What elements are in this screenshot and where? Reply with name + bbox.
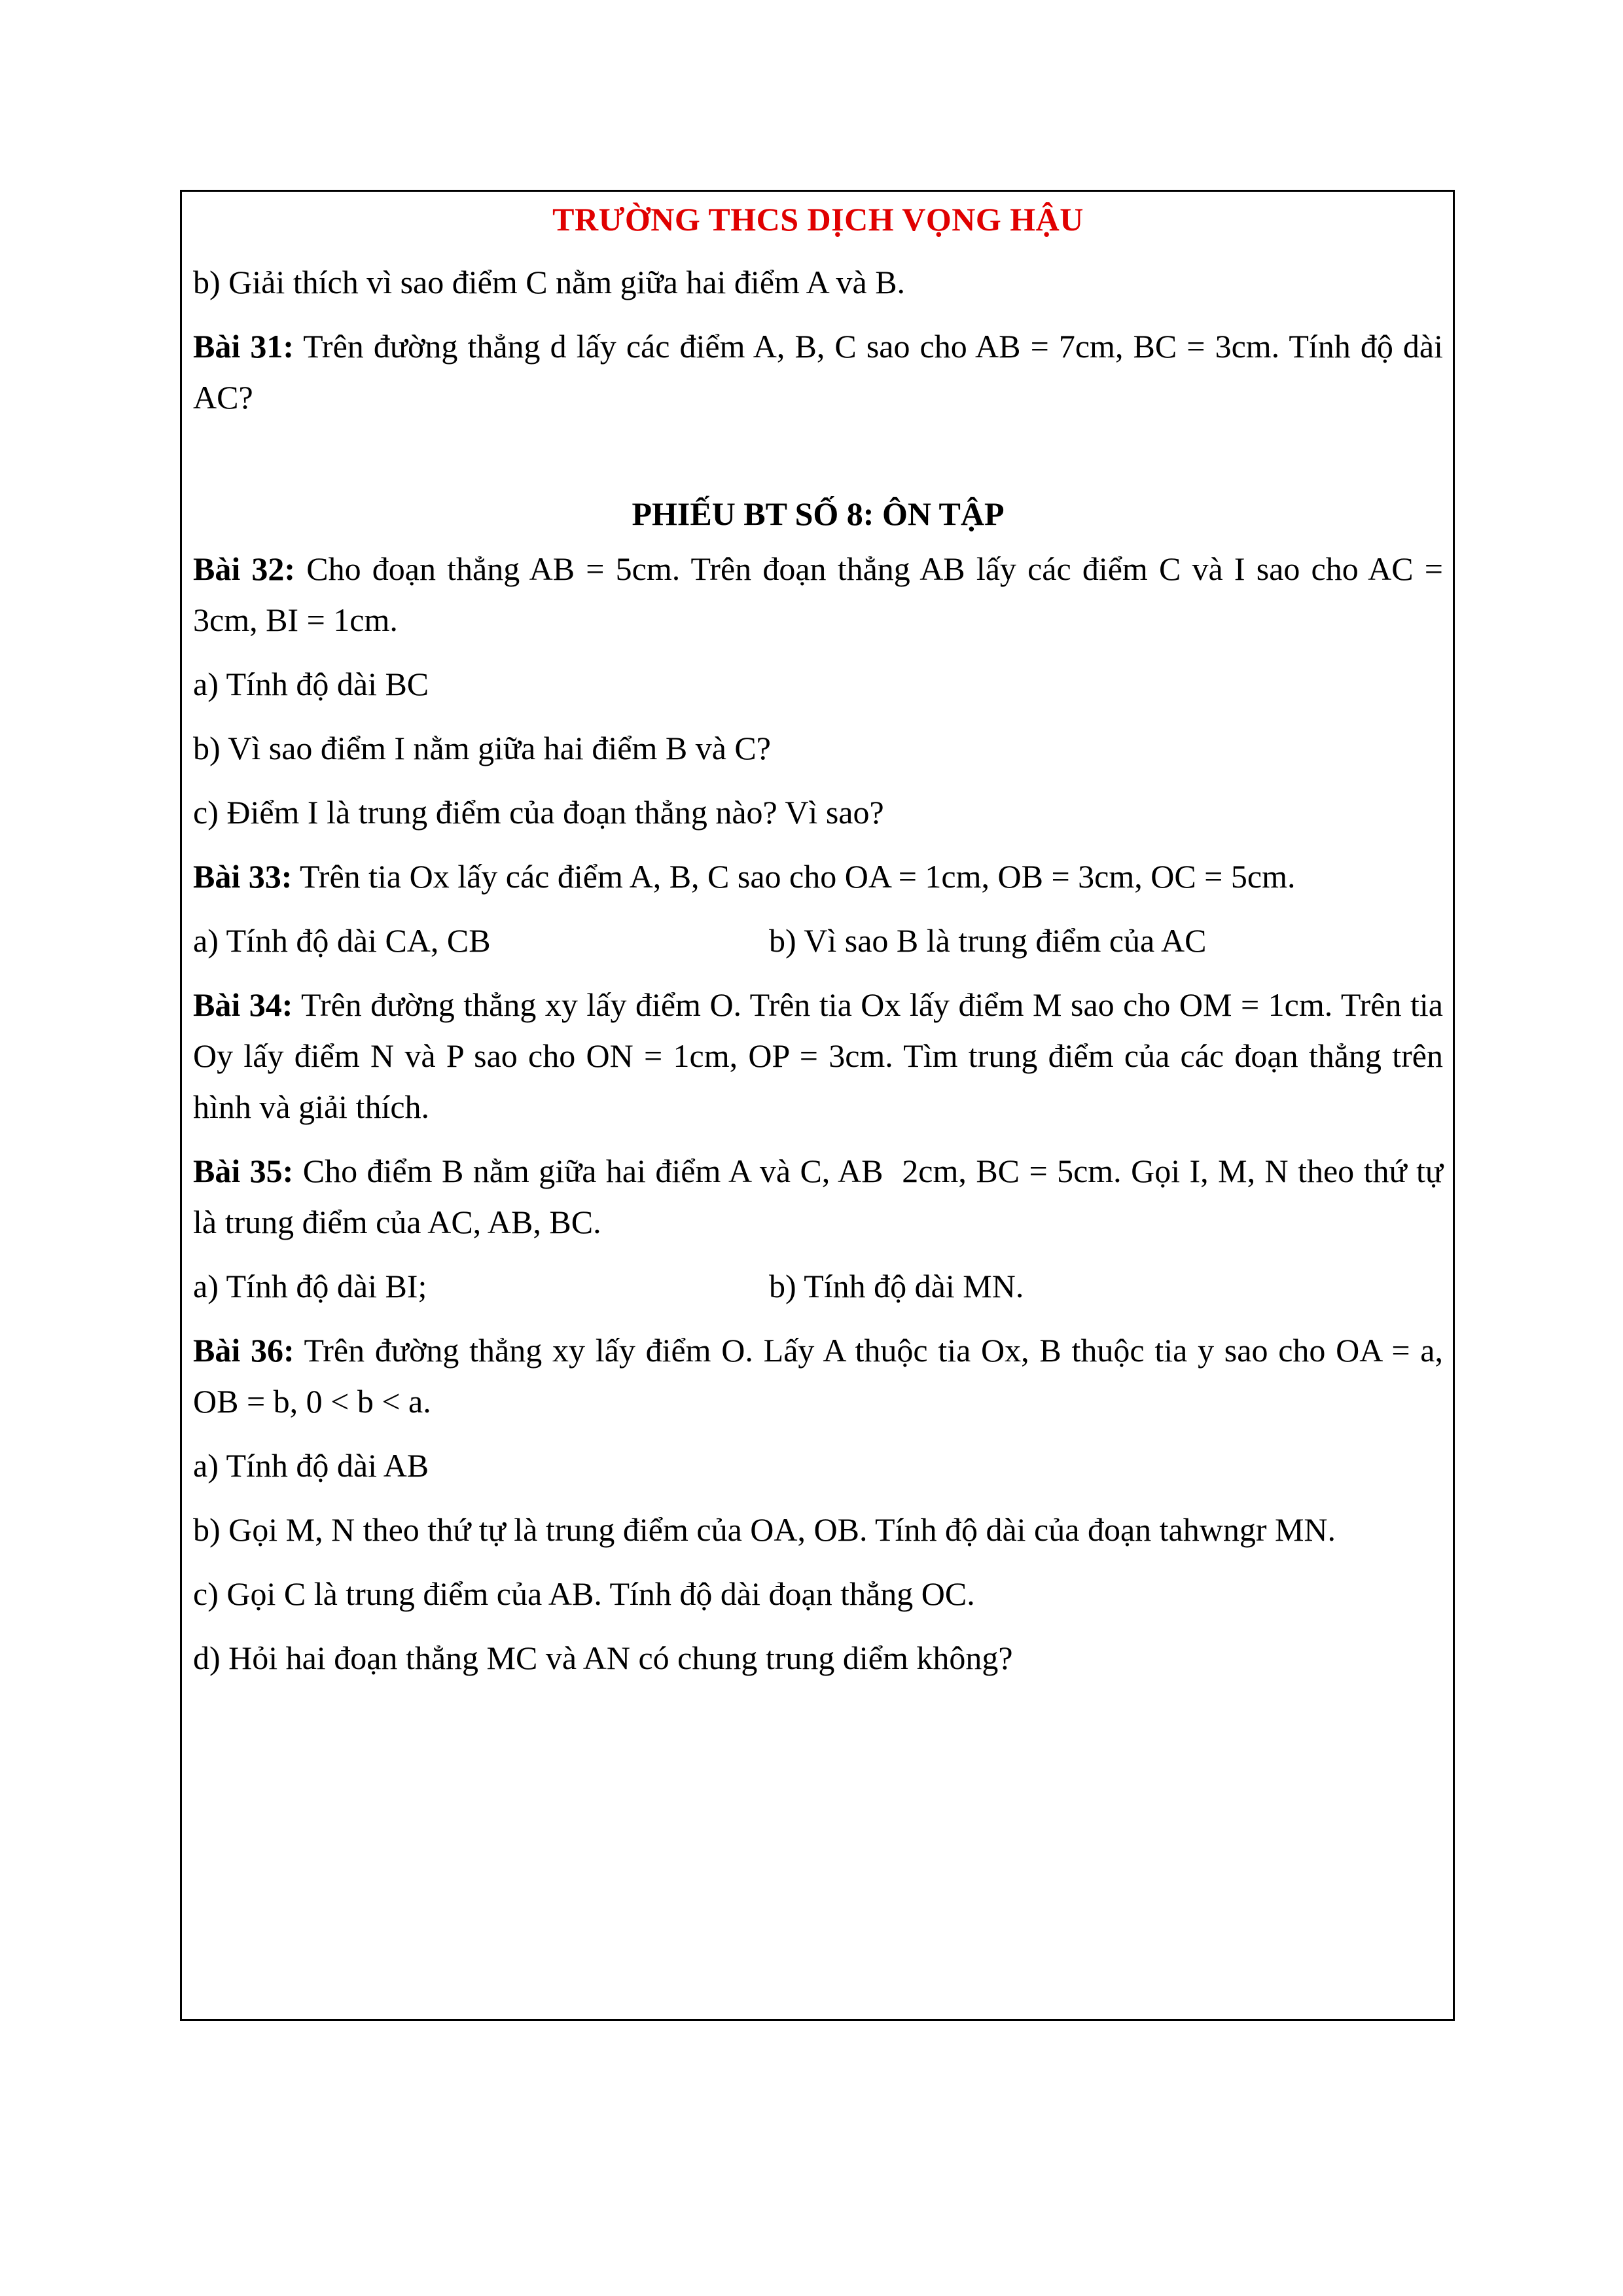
exercise-36	[193, 1325, 1443, 1427]
exercise-32	[193, 543, 1443, 645]
exercise-35-parts	[193, 1261, 1443, 1312]
spacer	[193, 423, 1443, 488]
exercise-36-a: a) Tính độ dài AB	[193, 1447, 429, 1484]
exercise-31-label: Bài 31:	[193, 328, 294, 365]
exercise-33-parts	[193, 915, 1443, 966]
document-body	[193, 190, 1452, 1683]
exercise-35-b: b) Tính độ dài MN.	[769, 1268, 1024, 1304]
exercise-34-label: Bài 34:	[193, 986, 293, 1023]
sheet-title: PHIẾU BT SỐ 8: ÔN TẬP	[632, 495, 1005, 532]
exercise-35-a: a) Tính độ dài BI;	[193, 1268, 427, 1304]
exercise-35	[193, 1145, 1452, 1247]
intro-item-b: b) Giải thích vì sao điểm C nằm giữa hai điểm A và B.	[193, 264, 906, 300]
exercise-33-label: Bài 33:	[193, 858, 293, 895]
exercise-36-d: d) Hỏi hai đoạn thẳng MC và AN có chung trung diểm không?	[193, 1640, 1013, 1676]
exercise-34-text: Trên đường thẳng xy lấy điểm O. Trên tia Ox lấy điểm M sao cho OM = 1cm. Trên tia Oy lấy điểm N và P sao cho ON = 1cm, OP = 3cm. Tìm trung điểm của các đoạn thẳng trên hình và giải thích.	[193, 986, 1443, 1125]
exercise-33-text: Trên tia Ox lấy các điểm A, B, C sao cho OA = 1cm, OB = 3cm, OC = 5cm.	[292, 858, 1296, 895]
exercise-32-c: c) Điểm I là trung điểm của đoạn thẳng nào? Vì sao?	[193, 794, 884, 831]
exercise-32-b: b) Vì sao điểm I nằm giữa hai điểm B và C?	[193, 730, 771, 766]
school-name: TRƯỜNG THCS DỊCH VỌNG HẬU	[552, 201, 1084, 238]
exercise-35-text: Cho điểm B nằm giữa hai điểm A và C, AB 2cm, BC = 5cm. Gọi I, M, N theo thứ tự là trung điểm của AC, AB, BC.	[193, 1153, 1452, 1240]
exercise-31-text: Trên đường thẳng d lấy các điểm A, B, C sao cho AB = 7cm, BC = 3cm. Tính độ dài AC?	[193, 328, 1443, 416]
exercise-31	[193, 321, 1443, 423]
exercise-34	[193, 979, 1443, 1132]
exercise-32-text: Cho đoạn thẳng AB = 5cm. Trên đoạn thẳng AB lấy các điểm C và I sao cho AC = 3cm, BI = 1cm.	[193, 550, 1443, 638]
exercise-32-a: a) Tính độ dài BC	[193, 666, 429, 702]
exercise-32-label: Bài 32:	[193, 550, 296, 587]
exercise-33-a: a) Tính độ dài CA, CB	[193, 922, 491, 959]
exercise-36-text: Trên đường thẳng xy lấy điểm O. Lấy A thuộc tia Ox, B thuộc tia y sao cho OA = a, OB = b, 0 < b < a.	[193, 1332, 1444, 1420]
exercise-33	[193, 851, 1443, 902]
exercise-33-b: b) Vì sao B là trung điểm của AC	[769, 922, 1207, 959]
exercise-35-label: Bài 35:	[193, 1153, 294, 1189]
exercise-36-label: Bài 36:	[193, 1332, 294, 1369]
exercise-36-b: b) Gọi M, N theo thứ tự là trung điểm của OA, OB. Tính độ dài của đoạn tahwngr MN.	[193, 1511, 1336, 1548]
exercise-36-c: c) Gọi C là trung điểm của AB. Tính độ dài đoạn thẳng OC.	[193, 1575, 975, 1612]
